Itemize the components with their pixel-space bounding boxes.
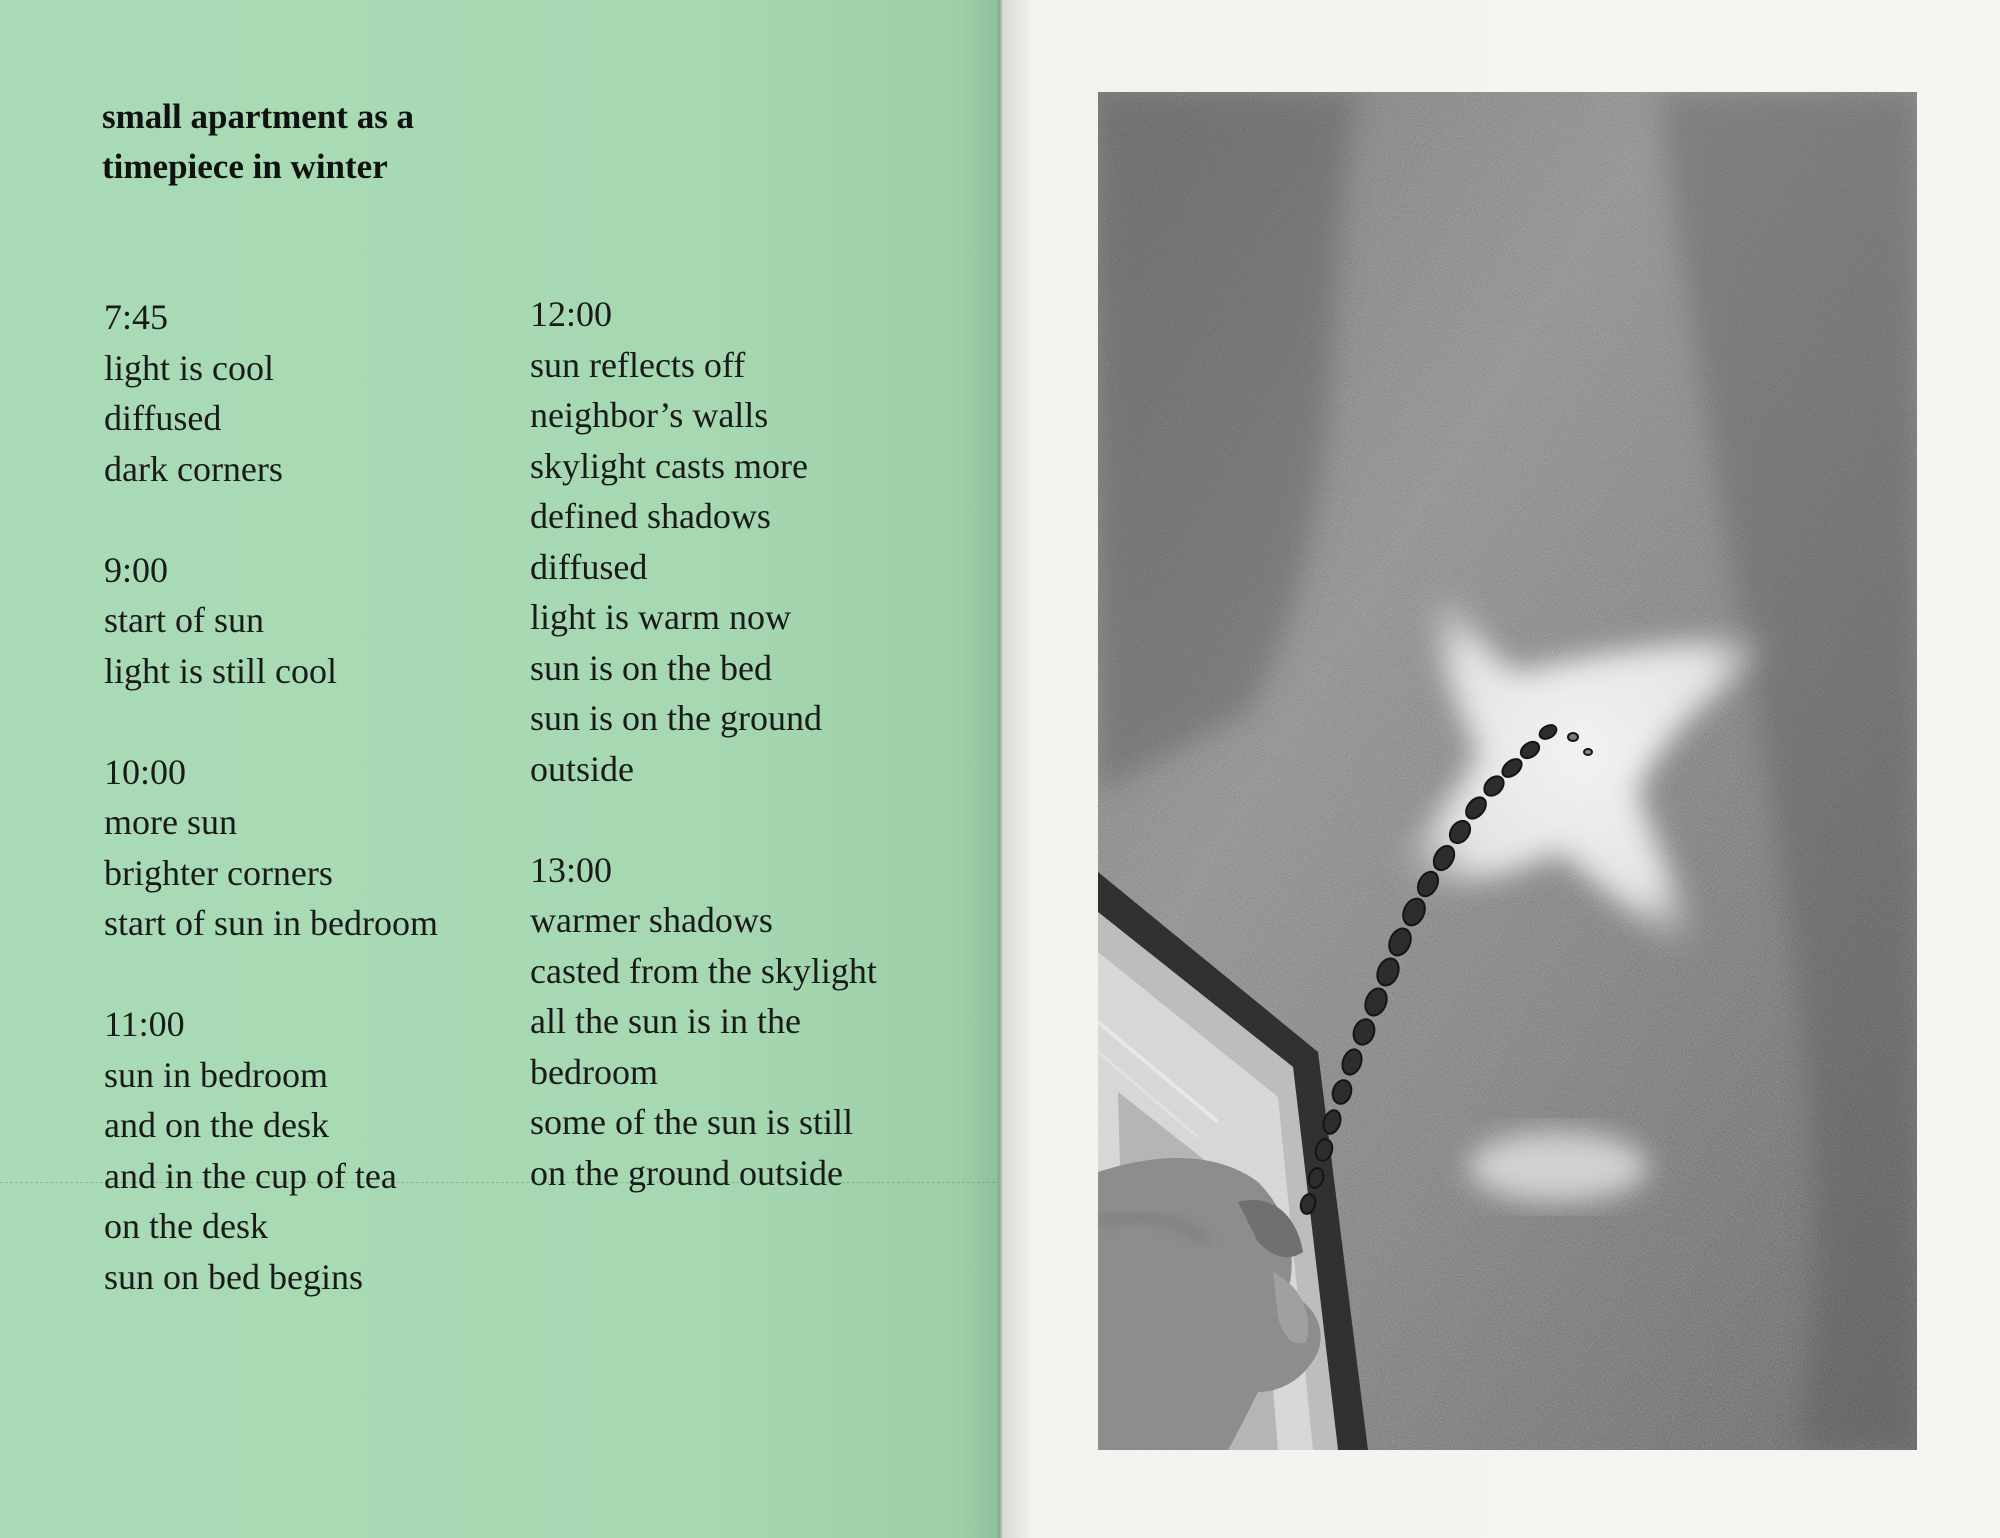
stanza-line: sun is on the bed xyxy=(530,647,772,688)
stanza-line: all the sun is in the xyxy=(530,1001,801,1041)
stanza-line: dark corners xyxy=(104,448,283,489)
stanza-line: and on the desk xyxy=(104,1105,329,1145)
stanza-line: sun on bed begins xyxy=(104,1256,363,1297)
stanza-line: brighter corners xyxy=(104,852,333,893)
stanza-line: on the desk xyxy=(104,1206,268,1246)
stanza-745 xyxy=(104,292,524,494)
stanza-line: light is still cool xyxy=(104,650,338,691)
stanza-line: skylight casts more xyxy=(530,445,808,486)
stanza-line: outside xyxy=(530,748,634,789)
stanza-line: more sun xyxy=(104,802,237,842)
stanza-line: defined shadows xyxy=(530,496,771,536)
poem-title xyxy=(102,92,542,192)
stanza-line: start of sun in bedroom xyxy=(104,903,438,943)
stanza-line: and in the cup of tea xyxy=(104,1155,397,1196)
poem-title-line-1: small apartment as a xyxy=(102,97,415,136)
stanza-line: neighbor’s walls xyxy=(530,395,769,435)
stanza-line: sun reflects off xyxy=(530,344,746,385)
stanza-line: sun is on the ground xyxy=(530,698,822,738)
stanza-line: sun in bedroom xyxy=(104,1054,328,1095)
poem-column-left xyxy=(104,292,524,1353)
stanza-line: bedroom xyxy=(530,1051,658,1092)
stanza-line: light is cool xyxy=(104,347,274,388)
stanza-time: 9:00 xyxy=(104,549,169,590)
poem-title-line-2: timepiece in winter xyxy=(102,147,388,186)
stanza-900 xyxy=(104,545,524,697)
stanza-line: diffused xyxy=(104,398,222,438)
stanza-line: light is warm now xyxy=(530,597,791,637)
stanza-line: start of sun xyxy=(104,600,264,640)
stanza-time: 11:00 xyxy=(104,1004,185,1044)
stanza-time: 12:00 xyxy=(530,294,613,334)
stanza-line: diffused xyxy=(530,546,648,587)
stanza-1200 xyxy=(530,289,970,794)
photograph xyxy=(1098,92,1917,1450)
stanza-line: casted from the skylight xyxy=(530,950,877,991)
stanza-time: 13:00 xyxy=(530,849,613,890)
stanza-time: 7:45 xyxy=(104,297,169,337)
stanza-time: 10:00 xyxy=(104,751,187,792)
stanza-line: on the ground outside xyxy=(530,1152,843,1193)
stanza-1300 xyxy=(530,845,970,1199)
stanza-1000 xyxy=(104,747,524,949)
stanza-line: some of the sun is still xyxy=(530,1102,853,1142)
poem-column-right xyxy=(530,289,970,1249)
stanza-line: warmer shadows xyxy=(530,900,773,940)
stanza-1100 xyxy=(104,999,524,1302)
